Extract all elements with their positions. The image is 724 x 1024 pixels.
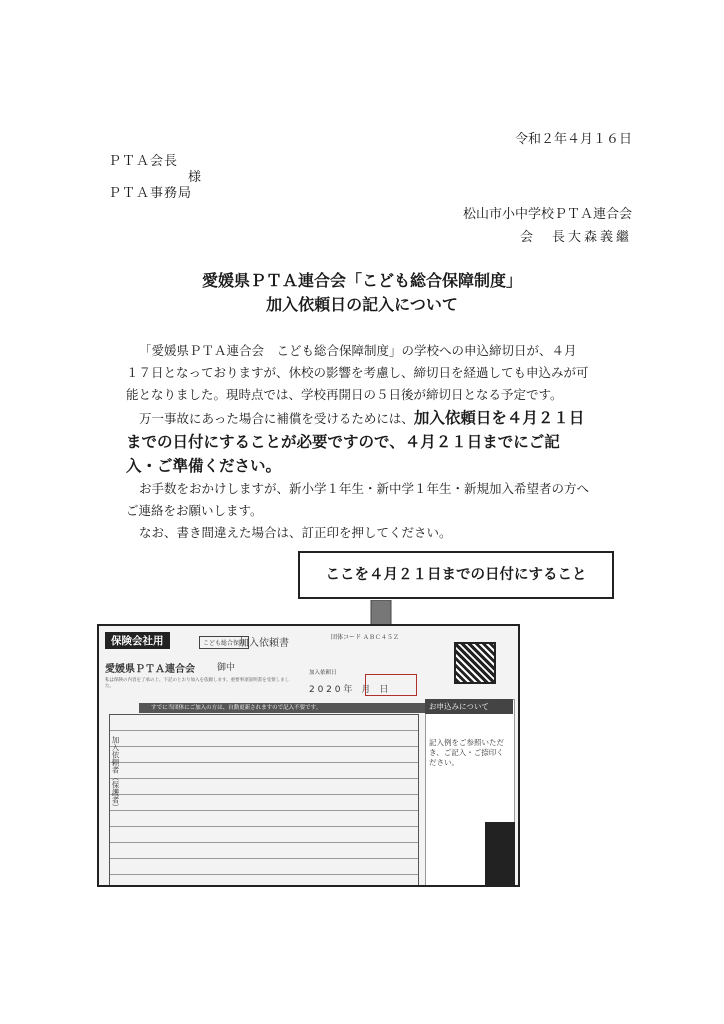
paragraph-2a-emphasis: 加入依頼日を４月２１日 <box>413 409 585 427</box>
paragraph-2a-text: 万一事故にあった場合に補償を受けるためには、 <box>139 411 414 426</box>
form-date-field: 2 0 2 0 年 月 日 <box>309 685 389 695</box>
recipient-chair: ＰＴＡ会長 <box>108 154 179 169</box>
form-note: 私は保険の内容を了承の上、下記のとおり加入を依頼します。重要事項説明書を受領しました。 <box>105 678 290 689</box>
form-group-code: 団体コード ＡＢＣ４５Ｚ <box>331 634 399 641</box>
form-title: 加入依頼書 <box>239 638 289 649</box>
form-product-box: こども総合保障 <box>199 636 249 649</box>
recipient-honorific: 様 <box>188 170 202 185</box>
form-applied-label: 加入依頼日 <box>309 670 337 676</box>
highlight-box <box>365 674 417 696</box>
qr-code <box>454 642 496 684</box>
paragraph-2a <box>126 406 616 430</box>
paragraph-4: なお、書き間違えた場合は、訂正印を押してください。 <box>139 525 452 540</box>
form-association: 愛媛県ＰＴＡ連合会 <box>105 664 195 675</box>
paragraph-1a: 「愛媛県ＰＴＡ連合会 こども総合保障制度」の学校への申込締切日が、４月 <box>139 343 577 358</box>
document-title-line2: 加入依頼日の記入について <box>266 295 458 314</box>
sender-president: 会 長大森義繼 <box>519 230 632 245</box>
paragraph-3a: お手数をおかけしますが、新小学１年生・新中学１年生・新規加入希望者の方へ <box>139 481 590 496</box>
document-body <box>126 340 616 544</box>
form-vertical-label: 加入依頼者（保護者） <box>111 736 120 811</box>
paragraph-1b: １７日となっておりますが、休校の影響を考慮し、締切日を経過しても申込みが可 <box>126 365 589 380</box>
form-side-text: 記入例をご参照いただき、ご記入・ご捺印ください。 <box>429 738 504 767</box>
paragraph-2c: 入・ご準備ください。 <box>126 457 282 475</box>
form-side-header: お申込みについて <box>425 699 513 714</box>
recipient-office: ＰＴＡ事務局 <box>108 186 193 201</box>
document-title-line1: 愛媛県ＰＴＡ連合会「こども総合保障制度」 <box>201 271 522 290</box>
callout-box: ここを４月２１日までの日付にすること <box>298 551 614 599</box>
form-onchu: 御中 <box>217 663 236 673</box>
form-grid <box>109 714 419 886</box>
sender-organization: 松山市小中学校ＰＴＡ連合会 <box>462 207 632 222</box>
paragraph-3b: ご連絡をお願いします。 <box>126 503 263 518</box>
form-side-strip <box>485 822 515 886</box>
paragraph-1c: 能となりました。現時点では、学校再開日の５日後が締切日となる予定です。 <box>126 387 563 402</box>
document-date: 令和２年４月１６日 <box>514 132 632 147</box>
form-notice-band: すでに当団体にご加入の方は、自動更新されますので記入不要です。 <box>139 703 426 713</box>
application-form-image <box>97 624 520 887</box>
form-header-tag: 保険会社用 <box>105 632 170 649</box>
paragraph-2b: までの日付にすることが必要ですので、４月２１日までにご記 <box>126 433 560 451</box>
